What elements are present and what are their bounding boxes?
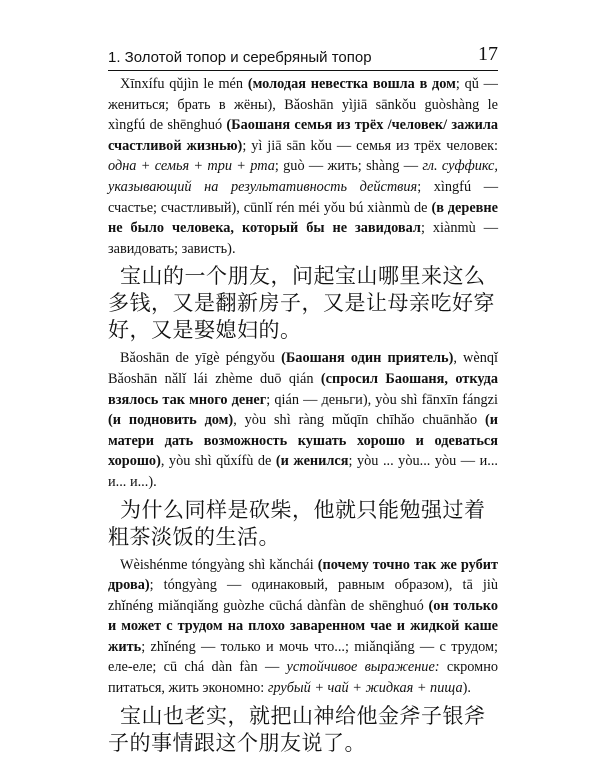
pinyin-text: , wènqǐ Bǎoshān nǎlǐ lái zhème duō qián bbox=[108, 350, 498, 387]
pinyin-text: ; qǔ — жениться; брать в жёны), Bǎoshān yìjiā sānkǒu guòshàng le xìngfú de shēnghuó bbox=[108, 76, 498, 134]
pinyin-text: ; zhǐnéng — только и мочь что...; miǎnqiǎng — с трудом; еле-еле; cū chá dàn fàn — bbox=[108, 638, 498, 676]
running-header bbox=[108, 44, 498, 66]
note-text: грубый + чай + жидкая + пища bbox=[267, 680, 463, 697]
translation-text: (Баошаня один приятель) bbox=[281, 350, 454, 367]
translation-text: (спросил Баошаня, откуда взялось так много денег bbox=[108, 370, 498, 408]
pinyin-text: скромно питаться, жить экономно: bbox=[108, 659, 499, 697]
note-text: устойчивое выражение: bbox=[286, 659, 440, 676]
page-body bbox=[108, 74, 498, 761]
header-rule bbox=[108, 70, 498, 71]
pinyin-text: ; xiànmù — завидовать; зависть). bbox=[108, 220, 498, 257]
pinyin-text: Xīnxífu qǔjìn le mén bbox=[120, 76, 248, 92]
pinyin-text: , yòu shì qǔxífù de bbox=[160, 453, 276, 470]
chapter-title: 1. Золотой топор и серебряный топор bbox=[108, 49, 372, 66]
translation-text: (он только и может с трудом на плохо заваренном чае и жидкой каше жить bbox=[108, 597, 498, 655]
pinyin-text: ; xìngfú — счастье; счастливый), cūnlǐ rén méi yǒu bú xiànmù de bbox=[108, 178, 498, 216]
gloss-paragraph bbox=[108, 348, 498, 492]
note-text: гл. суффикс, указывающий на результативность действия bbox=[108, 158, 498, 195]
pinyin-text: ). bbox=[462, 680, 471, 697]
chinese-sentence: 宝山的一个朋友，问起宝山哪里来这么多钱，又是翻新房子，又是让母亲吃好穿好，又是娶媳妇的。 bbox=[108, 264, 495, 343]
pinyin-text: ; yòu ... yòu... yòu — и... и... и...). bbox=[108, 453, 498, 490]
translation-text: (в деревне не было человека, который бы не завидовал bbox=[108, 199, 498, 237]
translation-text: (молодая невестка вошла в дом bbox=[247, 76, 456, 92]
translation-text: (и матери дать возможность кушать хорошо и одеваться хорошо) bbox=[108, 412, 498, 470]
pinyin-text: ; qián — деньги), yòu shì fānxīn fángzi bbox=[266, 391, 498, 408]
pinyin-text: , yòu shì ràng mǔqīn chīhǎo chuānhǎo bbox=[233, 412, 485, 429]
translation-text: (и подновить дом) bbox=[108, 412, 234, 429]
pinyin-text: ; yì jiā sān kǒu — семья из трёх человек: bbox=[242, 137, 498, 154]
note-text: одна + семья + три + рта bbox=[108, 158, 275, 175]
gloss-paragraph bbox=[108, 74, 498, 259]
chinese-sentence: 为什么同样是砍柴，他就只能勉强过着粗茶淡饭的生活。 bbox=[108, 497, 486, 549]
pinyin-text: Wèishénme tóngyàng shì kǎnchái bbox=[120, 556, 318, 573]
translation-text: (Баошаня семья из трёх /человек/ зажила счастливой жизнью) bbox=[108, 117, 499, 154]
pinyin-text: ; guò — жить; shàng — bbox=[274, 158, 423, 175]
page-number: 17 bbox=[478, 43, 498, 65]
translation-text: (и женился bbox=[275, 453, 349, 470]
chinese-sentence: 宝山也老实，就把山神给他金斧子银斧子的事情跟这个朋友说了。 bbox=[108, 703, 486, 755]
translation-text: (почему точно так же рубит дрова) bbox=[108, 556, 498, 594]
gloss-paragraph bbox=[108, 555, 498, 699]
pinyin-text: ; tóngyàng — одинаковый, равным образом), tā jiù zhǐnéng miǎnqiǎng guòzhe cūchá dànfàn de shēnghuó bbox=[108, 577, 498, 614]
pinyin-text: Bǎoshān de yīgè péngyǒu bbox=[120, 350, 282, 367]
